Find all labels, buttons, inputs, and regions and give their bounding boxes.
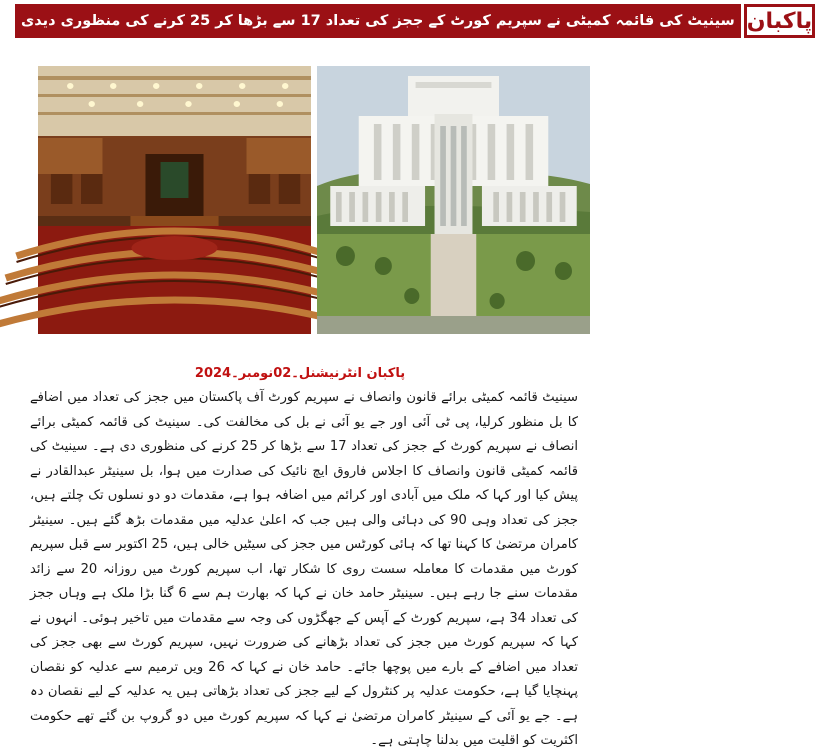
supreme-court-building-icon: [317, 66, 590, 334]
article-body: سینیٹ قائمہ کمیٹی برائے قانون وانصاف نے سپریم کورٹ آف پاکستان میں ججز کی تعداد میں اضافے کا بل منظور کرلیا، پی ٹی آئی اور جے یو آئی نے بل کی مخالفت کی۔ سینیٹ کی قائمہ کمیٹی برائے انصاف نے سپریم کورٹ کے ججز کی تعداد 17 سے بڑھا کر 25 کرنے کی منظوری دی ہے۔ سینیٹ کی قائمہ کمیٹی قانون وانصاف کا اجلاس فاروق ایچ نائیک کی صدارت میں ہوا، بل سینیٹر عبدالقادر نے پیش کیا اور کہا کہ ملک میں آبادی اور کرائم میں اضافہ ہوا ہے، مقدمات دو دو نسلوں تک چلتے ہیں، ججز کی تعداد وہی 90 کی دہائی والی ہیں جب کہ اعلیٰ عدلیہ میں مقدمات بڑھ گئے ہیں۔ سینیٹر کامران مرتضیٰ کا کہنا تھا کہ ہائی کورٹس میں ججز کی سیٹیں خالی ہیں، 25 اکتوبر سے قبل سپریم کورٹ میں مقدمات کا معاملہ سست روی کا شکار تھا، اب سپریم کورٹ میں روزانہ 20 سے زائد مقدمات سنے جا رہے ہیں۔ سینیٹر حامد خان نے کہا کہ بھارت ہم سے 6 گنا بڑا ملک ہے وہاں ججز کی تعداد 34 ہے، سپریم کورٹ کے آپس کے جھگڑوں کی وجہ سے مقدمات میں تاخیر ہوئی۔ انہوں نے کہا کہ سپریم کورٹ میں ججز کی تعداد بڑھانے کی ضرورت نہیں، سپریم کورٹ سے بھی ججز کی تعداد میں اضافے کے بارے میں پوچھا جائے۔ حامد خان نے کہا کہ 26 ویں ترمیم سے عدلیہ کو نقصان پہنچایا گیا ہے، حکومت عدلیہ پر کنٹرول کے لیے ججز کی تعداد بڑھاتی ہیں یہ عدلیہ کے لیے نقصان دہ ہے۔ جے یو آئی کے سینیٹر کامران مرتضیٰ نے کہا کہ سپریم کورٹ میں دو گروپ بن گئے تھے حکومت اکثریت کو اقلیت میں بدلنا چاہتی ہے۔: [30, 390, 579, 748]
supreme-court-photo: [317, 66, 590, 334]
headline-banner: سینیٹ کی قائمہ کمیٹی نے سپریم کورٹ کے ججز کی تعداد 17 سے بڑھا کر 25 کرنے کی منظوری دیدی: [15, 4, 741, 38]
senate-hall-photo: [38, 66, 311, 334]
dateline: پاکبان انٹرنیشنل۔02نومبر۔2024: [194, 366, 406, 381]
senate-hall-icon: [38, 66, 311, 334]
article-header: [15, 4, 813, 38]
brand-logo: پاکبان: [744, 4, 815, 38]
article-photos: [38, 66, 590, 334]
